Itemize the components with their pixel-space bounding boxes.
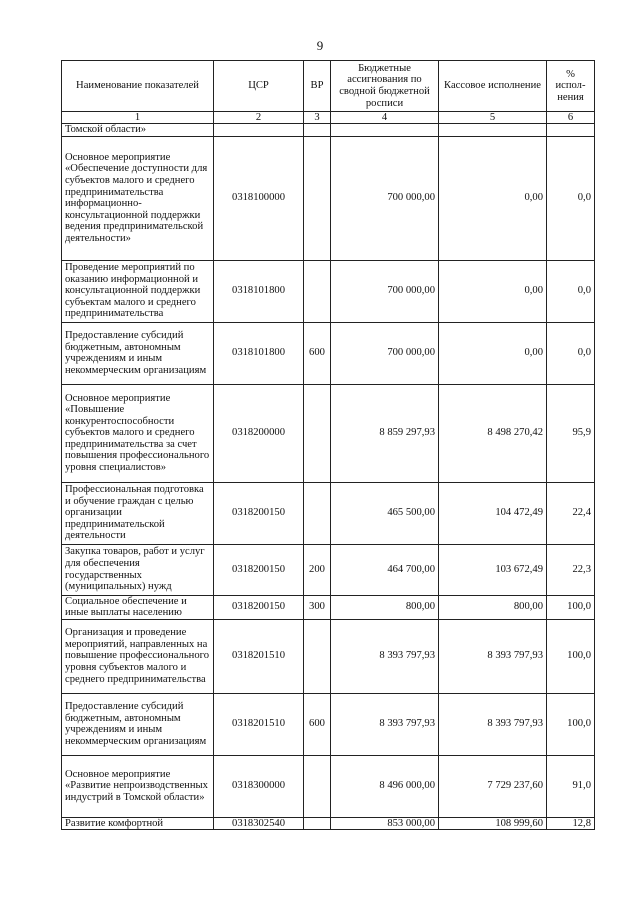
row-name: Предоставление субсидий бюджетным, автономным учреждениям и иным некоммерческим организациям [62,693,214,755]
row-vr [304,384,331,482]
row-vr [304,755,331,817]
row-percent [547,124,595,137]
table-row [62,544,595,595]
row-name: Проведение мероприятий по оказанию информационной и консультационной поддержки субъектам малого и среднего предпринимательства [62,260,214,322]
row-percent: 95,9 [547,384,595,482]
row-csr [214,124,304,137]
row-vr [304,136,331,260]
row-name: Основное мероприятие «Повышение конкурентоспособности субъектов малого и среднего предпринимательства за счет повышения профессионального уровня специалистов» [62,384,214,482]
row-percent: 0,0 [547,322,595,384]
row-cash: 0,00 [439,136,547,260]
row-percent: 100,0 [547,595,595,619]
col-number: 3 [304,112,331,124]
row-budget: 700 000,00 [331,260,439,322]
row-budget: 464 700,00 [331,544,439,595]
table-row [62,384,595,482]
row-vr: 600 [304,693,331,755]
header-vr: ВР [304,61,331,112]
row-cash: 104 472,49 [439,482,547,544]
header-cash: Кассовое исполнение [439,61,547,112]
row-name: Развитие комфортной [62,817,214,830]
row-csr: 0318200150 [214,544,304,595]
header-name: Наименование показателей [62,61,214,112]
table-row [62,136,595,260]
row-budget: 8 393 797,93 [331,619,439,693]
col-number: 5 [439,112,547,124]
col-number: 2 [214,112,304,124]
column-number-row [62,112,595,124]
row-csr: 0318200150 [214,482,304,544]
row-budget: 465 500,00 [331,482,439,544]
table-row [62,595,595,619]
row-name: Предоставление субсидий бюджетным, автономным учреждениям и иным некоммерческим организациям [62,322,214,384]
table-row [62,482,595,544]
row-cash: 0,00 [439,260,547,322]
row-percent: 100,0 [547,619,595,693]
row-cash: 0,00 [439,322,547,384]
row-name: Организация и проведение мероприятий, направленных на повышение профессионального уровня субъектов малого и среднего предпринимательства [62,619,214,693]
row-vr [304,124,331,137]
row-cash: 8 393 797,93 [439,693,547,755]
row-vr [304,482,331,544]
row-csr: 0318201510 [214,693,304,755]
table-row [62,322,595,384]
row-cash: 7 729 237,60 [439,755,547,817]
row-vr [304,619,331,693]
table-row [62,817,595,830]
table-row [62,693,595,755]
header-budget: Бюджетные ассигнования по сводной бюджетной росписи [331,61,439,112]
row-csr: 0318201510 [214,619,304,693]
row-cash: 8 393 797,93 [439,619,547,693]
row-csr: 0318300000 [214,755,304,817]
row-name: Томской области» [62,124,214,137]
row-csr: 0318101800 [214,260,304,322]
row-percent: 0,0 [547,260,595,322]
row-vr: 300 [304,595,331,619]
table-row [62,124,595,137]
row-percent: 100,0 [547,693,595,755]
row-csr: 0318100000 [214,136,304,260]
header-csr: ЦСР [214,61,304,112]
row-percent: 22,4 [547,482,595,544]
row-cash: 8 498 270,42 [439,384,547,482]
row-csr: 0318101800 [214,322,304,384]
table-body [62,124,595,830]
budget-execution-table [61,60,595,830]
row-percent: 91,0 [547,755,595,817]
row-csr: 0318200150 [214,595,304,619]
row-vr: 600 [304,322,331,384]
row-budget: 8 859 297,93 [331,384,439,482]
row-cash: 103 672,49 [439,544,547,595]
table-row [62,755,595,817]
row-cash: 800,00 [439,595,547,619]
table-header-row [62,61,595,112]
row-budget: 8 393 797,93 [331,693,439,755]
row-budget: 8 496 000,00 [331,755,439,817]
row-percent: 12,8 [547,817,595,830]
row-name: Социальное обеспечение и иные выплаты населению [62,595,214,619]
col-number: 1 [62,112,214,124]
table-row [62,260,595,322]
row-name: Профессиональная подготовка и обучение граждан с целью организации предпринимательской деятельности [62,482,214,544]
header-percent: % испол-нения [547,61,595,112]
row-csr: 0318200000 [214,384,304,482]
row-budget: 700 000,00 [331,136,439,260]
row-name: Закупка товаров, работ и услуг для обеспечения государственных (муниципальных) нужд [62,544,214,595]
row-budget [331,124,439,137]
table-row [62,619,595,693]
row-vr [304,260,331,322]
page-number: 9 [316,38,324,53]
row-budget: 800,00 [331,595,439,619]
col-number: 6 [547,112,595,124]
row-vr: 200 [304,544,331,595]
row-budget: 853 000,00 [331,817,439,830]
row-cash [439,124,547,137]
row-name: Основное мероприятие «Развитие непроизводственных индустрий в Томской области» [62,755,214,817]
row-budget: 700 000,00 [331,322,439,384]
row-percent: 22,3 [547,544,595,595]
row-cash: 108 999,60 [439,817,547,830]
row-percent: 0,0 [547,136,595,260]
row-name: Основное мероприятие «Обеспечение доступности для субъектов малого и среднего предпринимательства информационно-консультационной поддержки ведения предпринимательской деятельности» [62,136,214,260]
col-number: 4 [331,112,439,124]
row-vr [304,817,331,830]
row-csr: 0318302540 [214,817,304,830]
